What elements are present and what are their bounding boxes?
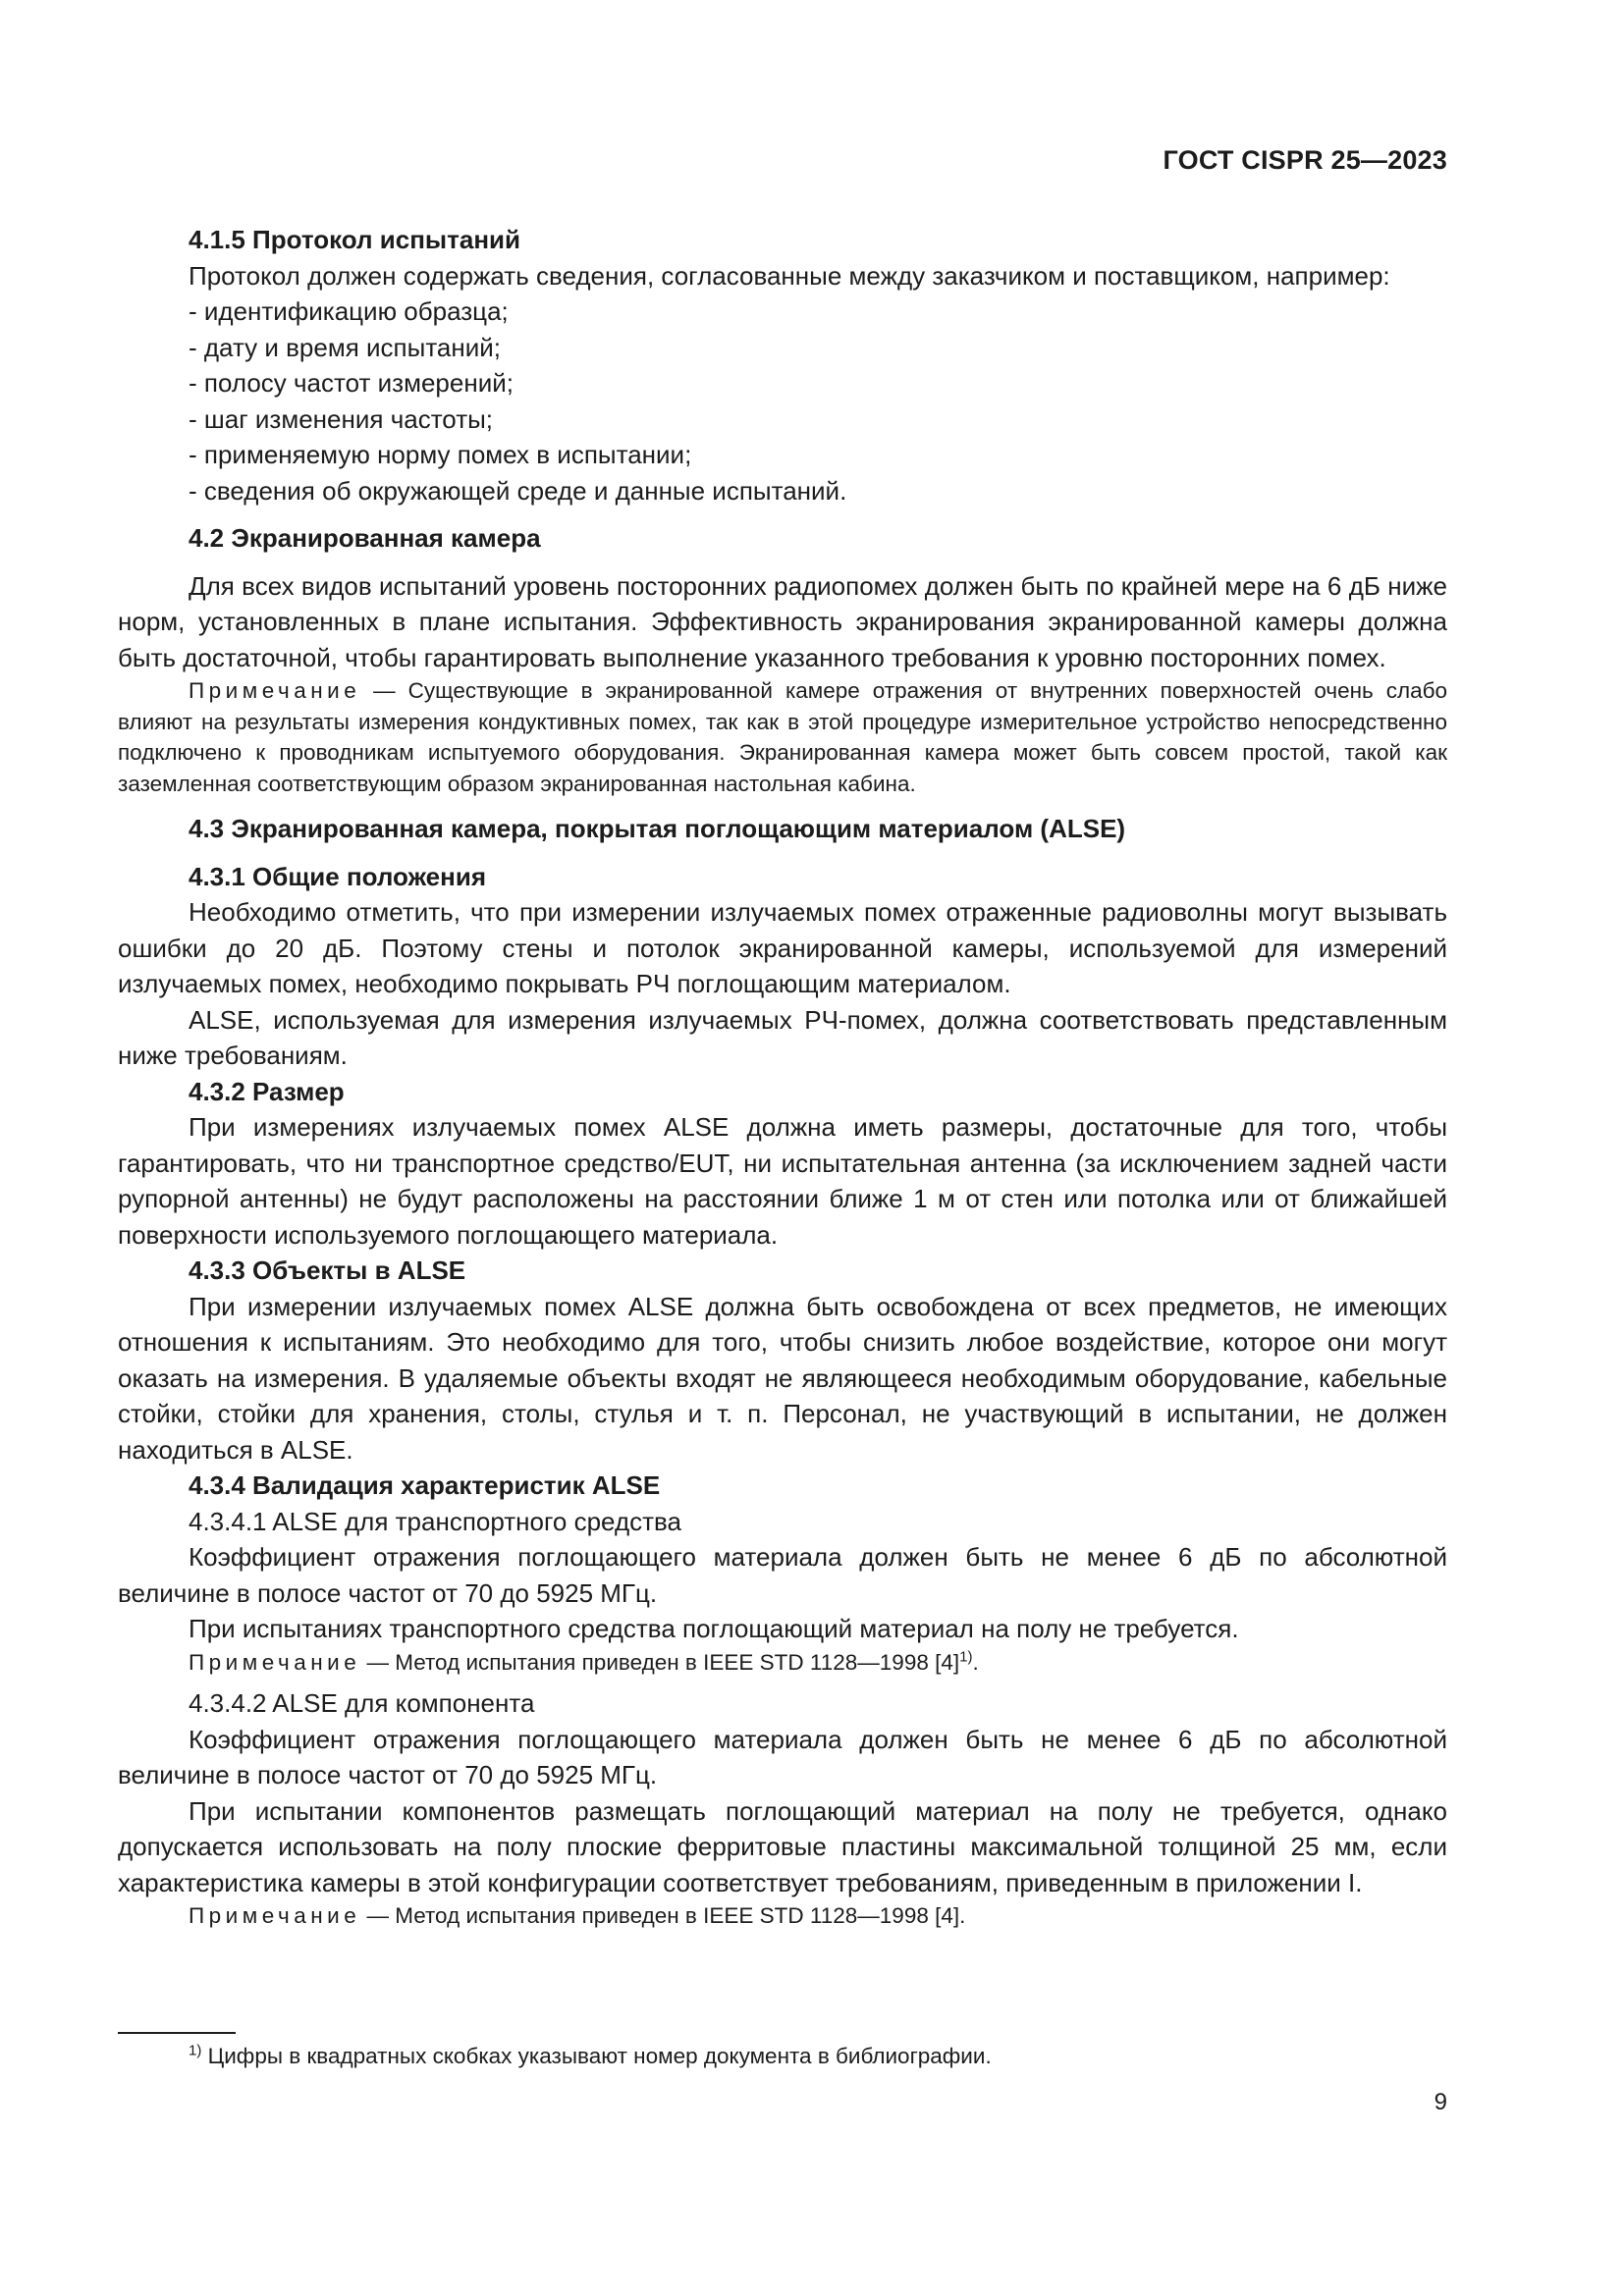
paragraph: Коэффициент отражения поглощающего материала должен быть не менее 6 дБ по абсолютной величине в полосе частот от 70 до 5925 МГц.: [118, 1724, 1447, 1789]
footnote: [189, 2042, 992, 2071]
list-item: - полосу частот измерений;: [189, 368, 514, 398]
note: [118, 1647, 1447, 1679]
section-heading-4-3: 4.3 Экранированная камера, покрытая поглощающим материалом (ALSE): [189, 814, 1126, 843]
page-number: 9: [1434, 2089, 1447, 2115]
paragraph: При испытании компонентов размещать поглощающий материал на полу не требуется, однако допускается использовать на полу плоские ферритовые пластины максимальной толщиной 25 мм, если характеристика камеры в этой конфигурации соответствует требованиям, приведенным в приложении I.: [118, 1795, 1447, 1897]
footnote-divider: [118, 2032, 236, 2034]
list-item: - шаг изменения частоты;: [189, 403, 494, 434]
note-end: .: [972, 1649, 979, 1675]
subsection-heading-4-3-4-2: 4.3.4.2 ALSE для компонента: [189, 1688, 535, 1718]
section-heading-4-3-2: 4.3.2 Размер: [189, 1076, 345, 1106]
footnote-reference: 1): [959, 1648, 973, 1665]
note: [118, 675, 1447, 799]
footnote-marker: 1): [189, 2042, 202, 2059]
note-text: — Метод испытания приведен в IEEE STD 1128—1998 [4]: [360, 1649, 960, 1675]
paragraph: Коэффициент отражения поглощающего материала должен быть не менее 6 дБ по абсолютной величине в полосе частот от 70 до 5925 МГц.: [118, 1542, 1447, 1608]
list-item: - дату и время испытаний;: [189, 332, 502, 362]
protocol-list: [118, 294, 1447, 508]
note: [118, 1900, 1447, 1932]
subsection-heading-4-3-4-1: 4.3.4.1 ALSE для транспортного средства: [189, 1506, 681, 1536]
paragraph: При измерении излучаемых помех ALSE должна быть освобождена от всех предметов, не имеющих отношения к испытаниям. Это необходимо для того, чтобы снизить любое воздействие, которое они могут оказать на измерения. В удаляемые объекты входят не являющееся необходимым оборудование, кабельные стойки, стойки для хранения, столы, стулья и т. п. Персонал, не участвующий в испытании, не должен находиться в ALSE.: [118, 1291, 1447, 1465]
paragraph: Для всех видов испытаний уровень посторонних радиопомех должен быть по крайней мере на 6 дБ ниже норм, установленных в плане испытания. Эффективность экранирования экранированной камеры должна быть достаточной, чтобы гарантировать выполнение указанного требования к уровню посторонних помех.: [118, 570, 1447, 672]
paragraph: Необходимо отметить, что при измерении излучаемых помех отраженные радиоволны могут вызывать ошибки до 20 дБ. Поэтому стены и потолок экранированной камеры, используемой для измерений излучаемых помех, необходимо покрывать РЧ поглощающим материалом.: [118, 897, 1447, 998]
section-heading-4-3-1: 4.3.1 Общие положения: [189, 861, 486, 891]
paragraph: При испытаниях транспортного средства поглощающий материал на полу не требуется.: [189, 1614, 1239, 1643]
paragraph: ALSE, используемая для измерения излучаемых РЧ-помех, должна соответствовать представленным ниже требованиям.: [118, 1004, 1447, 1070]
note-label: Примечание: [189, 678, 361, 703]
section-heading-4-2: 4.2 Экранированная камера: [189, 523, 541, 553]
note-label: Примечание: [189, 1649, 361, 1675]
note-text: — Метод испытания приведен в IEEE STD 1128—1998 [4].: [360, 1903, 966, 1928]
footnote-text: Цифры в квадратных скобках указывают номер документа в библиографии.: [201, 2044, 992, 2068]
note-label: Примечание: [189, 1903, 361, 1928]
list-item: - сведения об окружающей среде и данные испытаний.: [189, 475, 847, 506]
list-item: - идентификацию образца;: [189, 296, 509, 326]
list-item: - применяемую норму помех в испытании;: [189, 440, 692, 469]
note-text: — Существующие в экранированной камере отражения от внутренних поверхностей очень слабо влияют на результаты измерения кондуктивных помех, так как в этой процедуре измерительное устройство непосредственно подключено к проводникам испытуемого оборудования. Экранированная камера может быть совсем простой, такой как заземленная соответствующим образом экранированная настольная кабина.: [118, 678, 1447, 796]
section-heading-4-3-4: 4.3.4 Валидация характеристик ALSE: [189, 1470, 661, 1500]
section-heading-4-3-3: 4.3.3 Объекты в ALSE: [189, 1255, 466, 1285]
paragraph: При измерениях излучаемых помех ALSE должна иметь размеры, достаточные для того, чтобы гарантировать, что ни транспортное средство/EUT, ни испытательная антенна (за исключением задней части рупорной антенны) не будут расположены на расстоянии ближе 1 м от стен или потолка или от ближайшей поверхности используемого поглощающего материала.: [118, 1112, 1447, 1250]
page-content: [118, 222, 1447, 1932]
document-header: ГОСТ CISPR 25—2023: [1163, 145, 1447, 175]
paragraph: Протокол должен содержать сведения, согласованные между заказчиком и поставщиком, например:: [189, 260, 1390, 291]
section-heading-4-1-5: 4.1.5 Протокол испытаний: [189, 225, 520, 254]
